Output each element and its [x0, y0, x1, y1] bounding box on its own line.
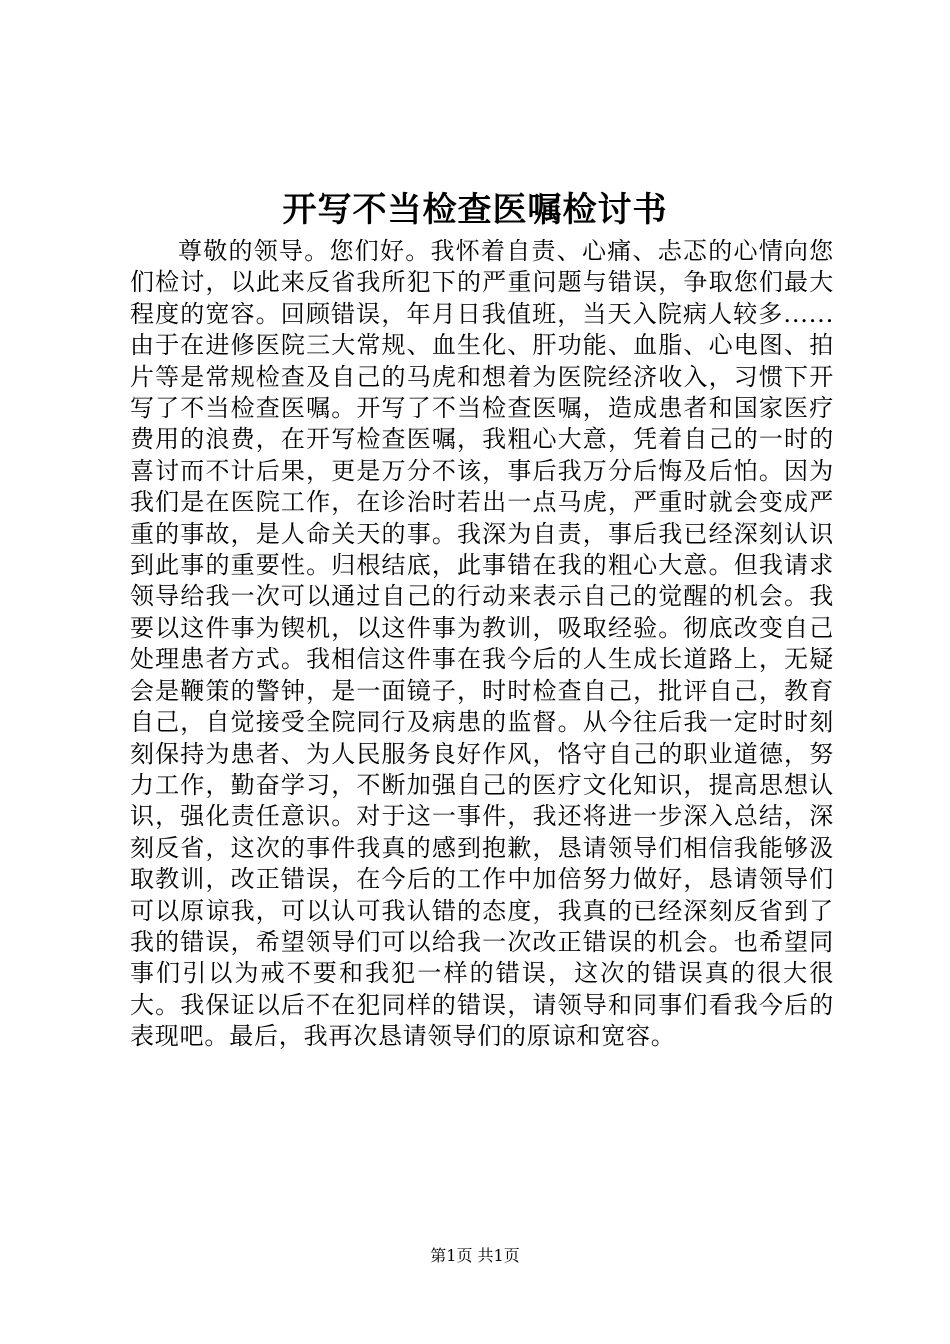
page-number-footer: 第1页 共1页: [430, 1246, 520, 1265]
document-title: 开写不当检查医嘱检讨书: [282, 190, 668, 230]
document-body: 尊敬的领导。您们好。我怀着自责、心痛、忐忑的心情向您们检讨，以此来反省我所犯下的严重问题与错误，争取您们最大程度的宽容。回顾错误，年月日我值班，当天入院病人较多......由于在进修医院三大常规、血生化、肝功能、血脂、心电图、拍片等是常规检查及自己的马虎和想着为医院经济收入，习惯下开写了不当检查医嘱。开写了不当检查医嘱，造成患者和国家医疗费用的浪费，在开写检查医嘱，我粗心大意，凭着自己的一时的喜讨而不计后果，更是万分不该，事后我万分后悔及后怕。因为我们是在医院工作，在诊治时若出一点马虎，严重时就会变成严重的事故，是人命关天的事。我深为自责，事后我已经深刻认识到此事的重要性。归根结底，此事错在我的粗心大意。但我请求领导给我一次可以通过自己的行动来表示自己的觉醒的机会。我要以这件事为锲机，以这件事为教训，吸取经验。彻底改变自己处理患者方式。我相信这件事在我今后的人生成长道路上，无疑会是鞭策的警钟，是一面镜子，时时检查自己，批评自己，教育自己，自觉接受全院同行及病患的监督。从今往后我一定时时刻刻保持为患者、为人民服务良好作风，恪守自己的职业道德，努力工作，勤奋学习，不断加强自己的医疗文化知识，提高思想认识，强化责任意识。对于这一事件，我还将进一步深入总结，深刻反省，这次的事件我真的感到抱歉，恳请领导们相信我能够汲取教训，改正错误，在今后的工作中加倍努力做好，恳请领导们可以原谅我，可以认可我认错的态度，我真的已经深刻反省到了我的错误，希望领导们可以给我一次改正错误的机会。也希望同事们引以为戒不要和我犯一样的错误，这次的错误真的很大很大。我保证以后不在犯同样的错误，请领导和同事们看我今后的表现吧。最后，我再次恳请领导们的原谅和宽容。: [130, 237, 834, 1051]
